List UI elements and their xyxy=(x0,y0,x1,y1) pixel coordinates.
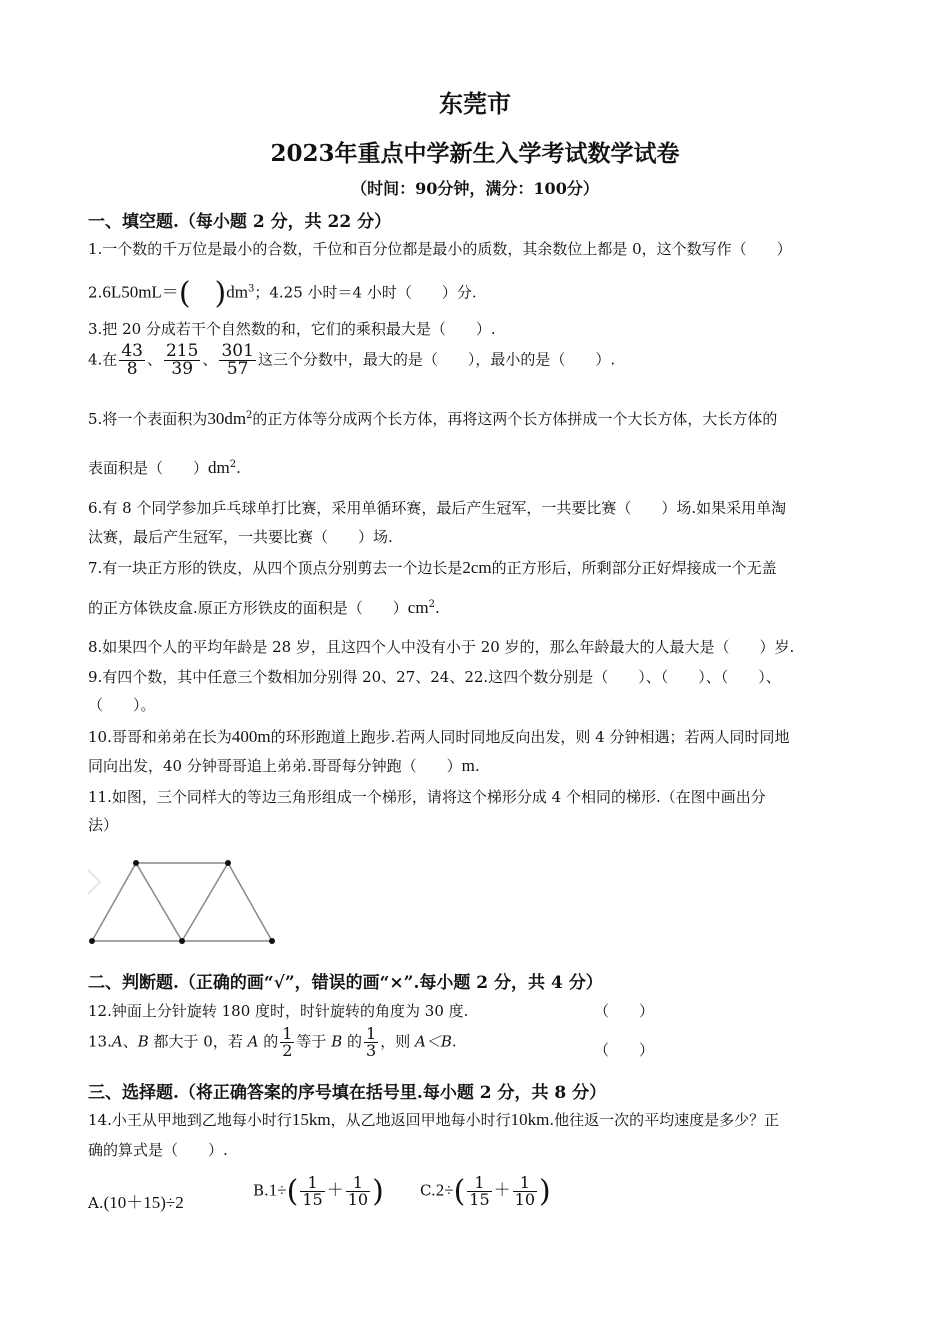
question-7-line2: 的正方体铁皮盒.原正方形铁皮的面积是（ ）$cm^2$. xyxy=(88,598,440,617)
city-title: 东莞市 xyxy=(439,89,511,118)
question-11-line2: 法） xyxy=(88,816,119,834)
section3-heading: 三、选择题.（将正确答案的序号填在括号里.每小题 2 分，共 8 分） xyxy=(88,1083,607,1103)
question-14-line1: 14.小王从甲地到乙地每小时行15km，从乙地返回甲地每小时行10km.他往返一次的平均速度是多少？正 xyxy=(88,1110,780,1129)
question-10-line2: 同向出发，40 分钟哥哥追上弟弟.哥哥每分钟跑（ ）m. xyxy=(88,756,480,775)
fraction-215-39: $\frac{215}{39}$ xyxy=(165,341,199,379)
question-2: 2.6L50mL＝( )$dm^3$；4.25 小时＝4 小时（ ）分. xyxy=(88,276,477,311)
exam-meta: （时间：90分钟，满分：100分） xyxy=(351,179,599,198)
question-6-line2: 汰赛，最后产生冠军，一共要比赛（ ）场. xyxy=(88,528,393,546)
option-b: B.1÷( $\frac{1}{15}$ ＋ $\frac{1}{10}$ ) xyxy=(253,1173,384,1209)
question-13: 13.A、B 都大于 0，若 A 的 $\frac{1}{2}$ 等于 B 的 $\frac{1}{3}$ ，则 A＜B. xyxy=(88,1024,457,1060)
option-a: A.(10＋15)÷2 xyxy=(88,1193,184,1212)
question-7-line1: 7.有一块正方形的铁皮，从四个顶点分别剪去一个边长是2cm的正方形后，所剩部分正好焊接成一个无盖 xyxy=(88,558,777,577)
question-6-line1: 6.有 8 个同学参加乒乓球单打比赛，采用单循环赛，最后产生冠军，一共要比赛（ ）场.如果采用单淘 xyxy=(88,499,787,517)
question-13-answer: （ ） xyxy=(594,1041,655,1059)
section2-heading: 二、判断题.（正确的画“√”，错误的画“×”.每小题 2 分，共 4 分） xyxy=(88,973,603,993)
chevron-mark xyxy=(88,870,100,894)
option-c: C.2÷( $\frac{1}{15}$ ＋ $\frac{1}{10}$ ) xyxy=(420,1173,551,1209)
question-3: 3.把 20 分成若干个自然数的和，它们的乘积最大是（ ）. xyxy=(88,320,496,338)
fraction-1-3: $\frac{1}{3}$ xyxy=(366,1024,377,1060)
question-11-line1: 11.如图，三个同样大的等边三角形组成一个梯形，请将这个梯形分成 4 个相同的梯形.（在图中画出分 xyxy=(88,788,766,806)
section1-heading: 一、填空题.（每小题 2 分，共 22 分） xyxy=(88,212,392,232)
question-9-line1: 9.有四个数，其中任意三个数相加分别得 20、27、24、22.这四个数分别是（ ）、（ ）、（ ）、 xyxy=(88,668,781,686)
exam-title: 2023年重点中学新生入学考试数学试卷 xyxy=(270,140,680,167)
fraction-43-8: $\frac{43}{8}$ xyxy=(121,341,143,379)
question-4: 4.在 $\frac{43}{8}$ 、 $\frac{215}{39}$ 、 $\frac{301}{57}$ 这三个分数中，最大的是（ ），最小的是（ ）. xyxy=(88,341,616,379)
question-1: 1.一个数的千万位是最小的合数，千位和百分位都是最小的质数，其余数位上都是 0，这个数写作（ ） xyxy=(88,240,792,258)
question-12: 12.钟面上分针旋转 180 度时，时针旋转的角度为 30 度. xyxy=(88,1002,469,1020)
question-14-line2: 确的算式是（ ）. xyxy=(88,1141,228,1159)
question-8: 8.如果四个人的平均年龄是 28 岁，且这四个人中没有小于 20 岁的，那么年龄最大的人最大是（ ）岁. xyxy=(88,638,795,656)
fraction-301-57: $\frac{301}{57}$ xyxy=(221,341,254,379)
question-12-answer: （ ） xyxy=(594,1002,655,1020)
question-5-line2: 表面积是（ ）$dm^2$. xyxy=(88,458,241,477)
question-10-line1: 10.哥哥和弟弟在长为400m的环形跑道上跑步.若两人同时同地反向出发，则 4 分钟相遇；若两人同时同地 xyxy=(88,727,790,746)
question-5-line1: 5.将一个表面积为$30dm^2$的正方体等分成两个长方体，再将这两个长方体拼成一个大长方体，大长方体的 xyxy=(88,409,778,428)
question-9-line2: （ ）。 xyxy=(88,696,156,714)
trapezoid-figure xyxy=(80,850,290,955)
fraction-1-2: $\frac{1}{2}$ xyxy=(282,1024,293,1060)
